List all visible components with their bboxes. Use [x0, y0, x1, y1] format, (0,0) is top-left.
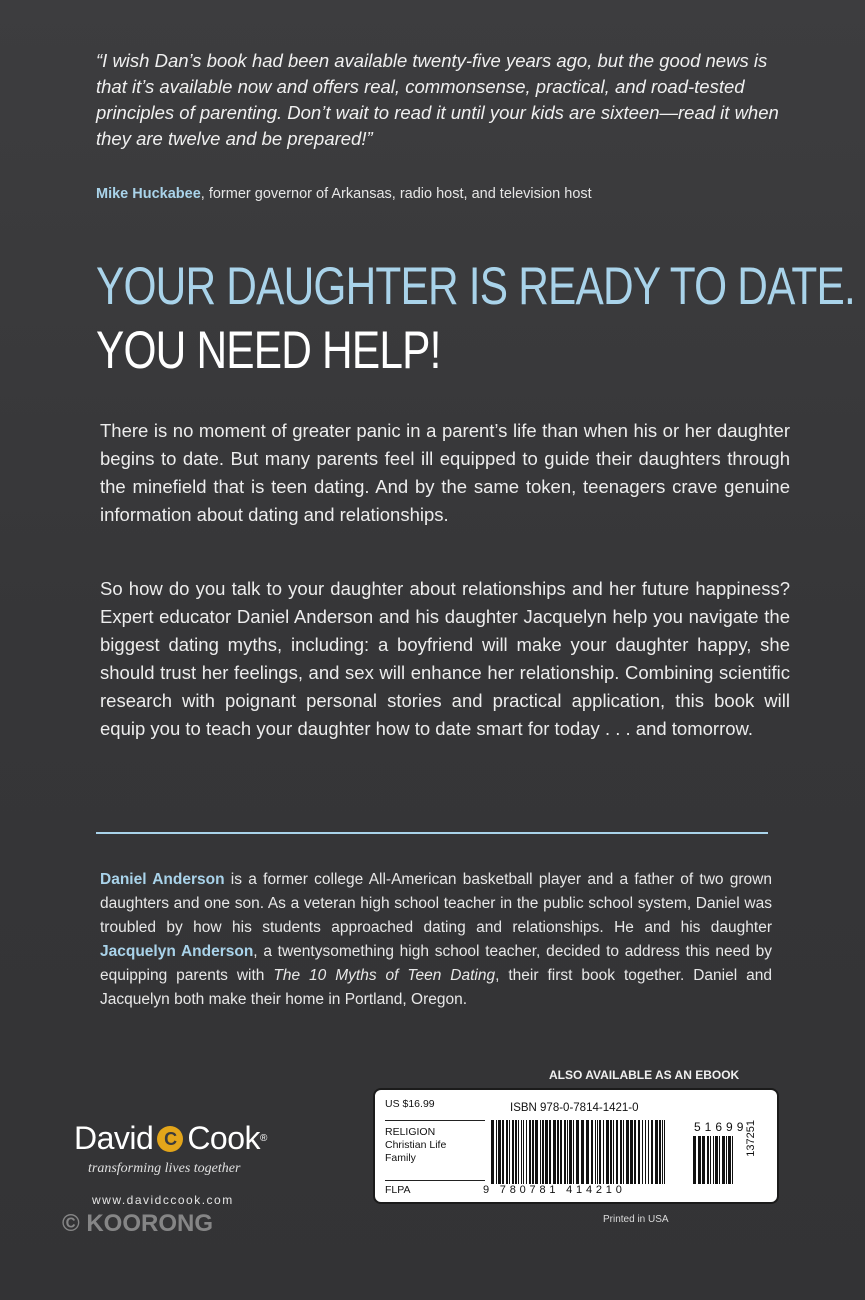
barcode-bar	[506, 1120, 508, 1184]
description-paragraph-1: There is no moment of greater panic in a parent’s life than when his or her daughter begins to date. But many parents feel ill equipped to guide their daughters through the minefield that is teen dating. And by the same token, teenagers crave genuine information about dating and relationships.	[100, 420, 790, 525]
category-item: Christian Life	[385, 1139, 447, 1151]
barcode-bar	[655, 1120, 658, 1184]
price-category-panel	[385, 1098, 480, 1196]
category-item: RELIGION	[385, 1126, 436, 1138]
barcode-bar	[662, 1120, 663, 1184]
barcode-bar	[630, 1120, 633, 1184]
barcode-bar	[502, 1120, 504, 1184]
category-list	[385, 1126, 446, 1165]
barcode-bar	[560, 1120, 562, 1184]
printed-in: Printed in USA	[603, 1214, 669, 1225]
barcode-bar	[603, 1120, 604, 1184]
barcode-bar	[557, 1120, 559, 1184]
barcode-bar	[532, 1120, 534, 1184]
barcode-bar	[581, 1120, 584, 1184]
isbn-label: ISBN 978-0-7814-1421-0	[510, 1102, 639, 1114]
barcode-bar	[715, 1136, 718, 1184]
price-rule	[385, 1120, 485, 1121]
publisher-name-left: David	[74, 1120, 154, 1156]
quote-author-description: , former governor of Arkansas, radio host, and television host	[200, 186, 592, 202]
publisher-c-mark-icon: C	[157, 1126, 183, 1152]
headline-line-2: YOU NEED HELP!	[96, 321, 441, 380]
barcode-bar	[576, 1120, 579, 1184]
publisher-name-right: Cook	[187, 1120, 261, 1156]
section-divider	[96, 832, 768, 834]
about-authors	[100, 868, 772, 1012]
barcode-bar	[710, 1136, 711, 1184]
about-authors-text-3: , their first book together. Daniel and Jacquelyn both make their home in Portland, Oregon.	[100, 967, 772, 1008]
endorsement-quote: “I wish Dan’s book had been available twenty-five years ago, but the good news is that it’s available now and offers real, commonsense, practical, and road-tested principles of parenting. Don’t wait to read it until your kids are sixteen—read it when they are twelve and be prepared!”	[96, 50, 779, 149]
barcode-bar	[728, 1136, 731, 1184]
barcode-bar	[597, 1120, 598, 1184]
registered-mark: ®	[260, 1133, 267, 1144]
author-name-jacquelyn: Jacquelyn Anderson	[100, 943, 254, 960]
price: US $16.99	[385, 1098, 435, 1110]
barcode-digits: 9 780781 414210	[483, 1184, 626, 1196]
quote-author-name: Mike Huckabee	[96, 186, 201, 202]
barcode-bar	[498, 1120, 501, 1184]
barcode-bar	[638, 1120, 640, 1184]
barcode-bar	[567, 1120, 568, 1184]
barcode-bar	[521, 1120, 522, 1184]
barcode-bar	[549, 1120, 551, 1184]
barcode-bar	[642, 1120, 643, 1184]
barcode-bar	[496, 1120, 497, 1184]
barcode-bar	[523, 1120, 524, 1184]
barcode-bar	[526, 1120, 527, 1184]
quote-attribution	[96, 186, 796, 202]
category-code: FLPA	[385, 1184, 411, 1196]
barcode-addon-icon	[693, 1136, 737, 1184]
publisher-name	[74, 1120, 314, 1157]
barcode-bar	[586, 1120, 589, 1184]
barcode-bar	[606, 1120, 609, 1184]
barcode-bar	[659, 1120, 661, 1184]
about-authors-text-1: is a former college All-American basketball player and a father of two grown daughters and one son. As a veteran high school teacher in the public school system, Daniel was troubled by how his students approached dating and relationships. He and his daughter	[100, 871, 772, 936]
barcode-bar	[645, 1120, 646, 1184]
barcode-addon-digits: 51699	[694, 1120, 748, 1134]
book-title: The 10 Myths of Teen Dating	[273, 967, 496, 984]
barcode-bar	[491, 1120, 494, 1184]
barcode-bar	[599, 1120, 601, 1184]
barcode-bar	[626, 1120, 629, 1184]
barcode-bar	[518, 1120, 519, 1184]
barcode-bar	[693, 1136, 696, 1184]
barcode-bar	[509, 1120, 510, 1184]
barcode-bar	[512, 1120, 514, 1184]
description-paragraph-2: So how do you talk to your daughter about relationships and her future happiness? Expert educator Daniel Anderson and his daughter Jacquelyn help you navigate the biggest dating myths, including: a boyfriend will make your daughter happy, she should trust her feelings, and sex will enhance her relationship. Combining scientific research with poignant personal stories and practical application, this book will equip you to teach your daughter how to date smart for today . . . and tomorrow.	[100, 578, 790, 739]
barcode-bar	[573, 1120, 574, 1184]
barcode-bar	[529, 1120, 531, 1184]
barcode-bar	[702, 1136, 705, 1184]
barcode-bar	[713, 1136, 714, 1184]
publisher-logo	[74, 1120, 314, 1177]
side-number: 137251	[745, 1120, 757, 1157]
headline	[96, 255, 855, 383]
barcode-bar	[623, 1120, 624, 1184]
barcode-bar	[610, 1120, 612, 1184]
publisher-tagline: transforming lives together	[88, 1161, 241, 1176]
barcode-bar	[542, 1120, 544, 1184]
barcode-bar	[651, 1120, 653, 1184]
barcode-bar	[664, 1120, 665, 1184]
barcode-bar	[553, 1120, 556, 1184]
barcode-bar	[698, 1136, 701, 1184]
price-barcode-box	[373, 1088, 779, 1204]
barcode-bar	[634, 1120, 636, 1184]
barcode-bar	[515, 1120, 517, 1184]
barcode-bar	[613, 1120, 614, 1184]
barcode-bar	[595, 1120, 596, 1184]
barcode-bar	[620, 1120, 622, 1184]
category-rule	[385, 1180, 485, 1181]
ebook-note: ALSO AVAILABLE AS AN EBOOK	[549, 1068, 740, 1082]
category-item: Family	[385, 1152, 416, 1164]
author-name-daniel: Daniel Anderson	[100, 871, 225, 888]
barcode-bar	[535, 1120, 538, 1184]
about-authors-text-2: , a twentysomething high school teacher, decided to address this need by equipping parents with	[100, 943, 772, 984]
headline-line-1: YOUR DAUGHTER IS READY TO DATE.	[96, 257, 855, 316]
barcode-bar	[540, 1120, 541, 1184]
barcode-icon	[491, 1120, 681, 1184]
koorong-watermark: © KOORONG	[62, 1210, 214, 1237]
barcode-bar	[564, 1120, 566, 1184]
barcode-bar	[707, 1136, 709, 1184]
barcode-bar	[591, 1120, 593, 1184]
barcode-bar	[648, 1120, 649, 1184]
barcode-bar	[616, 1120, 618, 1184]
barcode-bar	[719, 1136, 720, 1184]
barcode-bar	[726, 1136, 727, 1184]
barcode-bar	[545, 1120, 548, 1184]
barcode-bar	[569, 1120, 572, 1184]
publisher-website: www.davidccook.com	[92, 1193, 234, 1207]
barcode-bar	[732, 1136, 733, 1184]
barcode-bar	[722, 1136, 725, 1184]
